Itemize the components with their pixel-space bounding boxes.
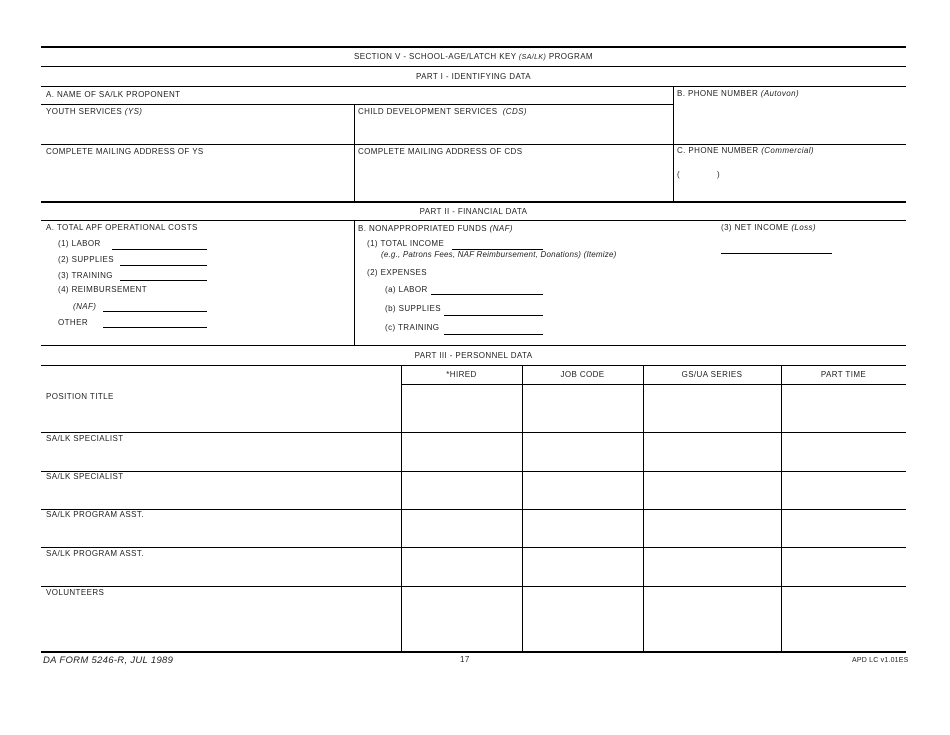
part-rule [41, 201, 906, 203]
proponent-label: A. NAME OF SA/LK PROPONENT [46, 90, 181, 99]
apf-reimbursement-label: (4) REIMBURSEMENT [58, 285, 148, 294]
apf-other-input[interactable] [103, 327, 207, 328]
cds-label: CHILD DEVELOPMENT SERVICES [358, 107, 498, 116]
section-title [41, 52, 906, 63]
apf-training-label: (3) TRAINING [58, 271, 113, 280]
area-code-close: ) [717, 170, 721, 179]
mailing-address-cds-field[interactable]: COMPLETE MAILING ADDRESS OF CDS [358, 147, 523, 156]
bottom-rule [41, 651, 906, 653]
rule [41, 86, 906, 87]
form-number: DA FORM 5246-R, JUL 1989 [43, 655, 174, 666]
divider [354, 104, 355, 202]
phone-commercial-note: (Commercial) [761, 146, 814, 155]
cds-abbr: (CDS) [502, 107, 527, 116]
exp-labor-label: (a) LABOR [385, 285, 428, 294]
net-income-title: (3) NET INCOME [721, 223, 789, 232]
form-version: APD LC v1.01ES [852, 657, 909, 664]
apf-supplies-input[interactable] [120, 265, 207, 266]
apf-supplies-label: (2) SUPPLIES [58, 255, 114, 264]
apf-labor-input[interactable] [112, 249, 207, 250]
page-number: 17 [460, 655, 470, 664]
phone-autovon-label: B. PHONE NUMBER [677, 89, 759, 98]
apf-reimbursement-input[interactable] [103, 311, 207, 312]
rule [41, 220, 906, 221]
rule [41, 104, 673, 105]
section-title-prefix: SECTION V - SCHOOL-AGE/LATCH KEY [353, 52, 517, 61]
table-row: SA/LK SPECIALIST [46, 434, 124, 443]
position-title-label: POSITION TITLE [46, 392, 114, 401]
total-income-label: (1) TOTAL INCOME [367, 239, 445, 248]
apf-costs-label: A. TOTAL APF OPERATIONAL COSTS [46, 223, 198, 232]
col-hired: *HIRED [446, 370, 477, 379]
section-title-abbr: (SA/LK) [518, 54, 547, 61]
row-rule [41, 471, 906, 472]
row-rule [41, 547, 906, 548]
cds-field[interactable] [358, 107, 527, 117]
row-rule [41, 509, 906, 510]
part2-title: PART II - FINANCIAL DATA [419, 207, 528, 216]
phone-autovon-field[interactable] [677, 89, 799, 99]
table-row: VOLUNTEERS [46, 588, 105, 597]
apf-naf-label: (NAF) [73, 302, 97, 311]
row-rule [41, 432, 906, 433]
phone-autovon-note: (Autovon) [760, 89, 800, 98]
net-income-input[interactable] [721, 253, 832, 254]
naf-label [358, 224, 513, 234]
exp-supplies-label: (b) SUPPLIES [385, 304, 441, 313]
col-job-code: JOB CODE [560, 370, 605, 379]
net-income-label [721, 223, 816, 233]
area-code-open: ( [677, 170, 681, 179]
exp-labor-input[interactable] [431, 294, 543, 295]
col-part-time: PART TIME [820, 370, 867, 379]
mailing-address-ys-field[interactable]: COMPLETE MAILING ADDRESS OF YS [46, 147, 204, 156]
exp-training-label: (c) TRAINING [385, 323, 440, 332]
youth-services-label: YOUTH SERVICES [46, 107, 123, 116]
youth-services-field[interactable] [46, 107, 142, 117]
youth-services-abbr: (YS) [124, 107, 143, 116]
table-row: SA/LK SPECIALIST [46, 472, 124, 481]
phone-commercial-label: C. PHONE NUMBER [677, 146, 759, 155]
header-rule [401, 384, 906, 385]
section-title-suffix: PROGRAM [548, 52, 593, 61]
phone-commercial-field[interactable] [677, 146, 814, 156]
rule [41, 345, 906, 346]
col-gs-ua-series: GS/UA SERIES [681, 370, 743, 379]
table-row: SA/LK PROGRAM ASST. [46, 549, 144, 558]
exp-training-input[interactable] [444, 334, 543, 335]
total-income-note: (e.g., Patrons Fees, NAF Reimbursement, Donations) (Itemize) [381, 250, 617, 259]
part1-title: PART I - IDENTIFYING DATA [415, 72, 532, 81]
table-row: SA/LK PROGRAM ASST. [46, 510, 144, 519]
row-rule [41, 586, 906, 587]
naf-abbr: (NAF) [489, 224, 513, 233]
apf-training-input[interactable] [120, 280, 207, 281]
apf-labor-label: (1) LABOR [58, 239, 101, 248]
rule [41, 144, 906, 145]
apf-other-label: OTHER [58, 318, 88, 327]
exp-supplies-input[interactable] [444, 315, 543, 316]
expenses-label: (2) EXPENSES [367, 268, 427, 277]
rule [41, 66, 906, 67]
divider [354, 220, 355, 345]
net-income-note: (Loss) [791, 223, 816, 232]
rule [41, 365, 906, 366]
top-rule [41, 46, 906, 48]
part3-title: PART III - PERSONNEL DATA [414, 351, 533, 360]
naf-title: B. NONAPPROPRIATED FUNDS [358, 224, 488, 233]
